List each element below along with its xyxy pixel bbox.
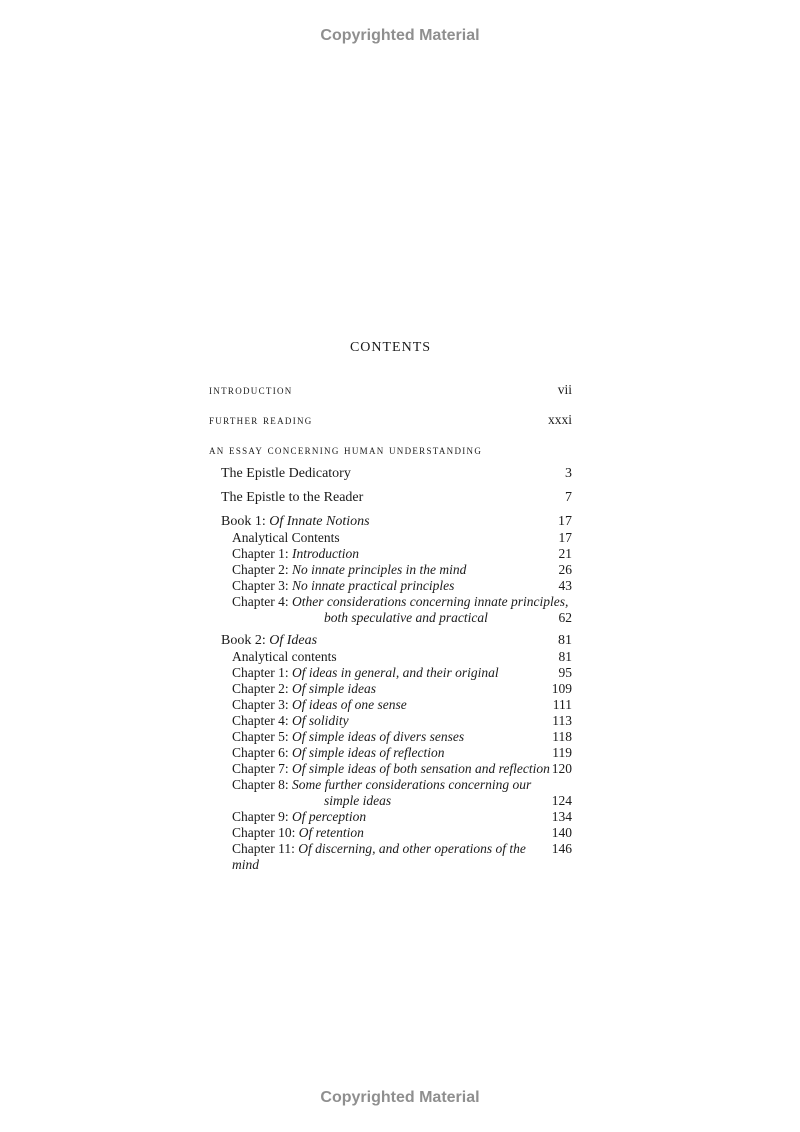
toc-page-number: 111 <box>552 697 572 712</box>
toc-page-number: 7 <box>565 490 572 505</box>
chapter-prefix: Chapter 11: <box>232 841 299 856</box>
toc-entry-chapter <box>209 761 572 777</box>
toc-page-number: 17 <box>558 530 572 545</box>
toc-entry-label <box>232 761 550 777</box>
chapter-prefix: Chapter 9: <box>232 809 292 824</box>
toc-entry-chapter <box>209 825 572 841</box>
toc-entry-chapter <box>209 697 572 713</box>
chapter-prefix: Chapter 2: <box>232 562 292 577</box>
toc-entry-chapter <box>209 681 572 697</box>
toc-page-number: 26 <box>558 562 572 577</box>
chapter-title: Introduction <box>292 546 359 561</box>
chapter-title: Of ideas in general, and their original <box>292 665 499 680</box>
toc-entry-analytical-contents <box>209 649 572 665</box>
toc-entry-label <box>221 633 317 649</box>
toc-page-number: vii <box>557 382 572 397</box>
toc-page-number: 146 <box>551 841 572 856</box>
chapter-title: Of retention <box>298 825 364 840</box>
toc-entry-epistle-dedicatory <box>209 466 572 482</box>
chapter-title: Of simple ideas of divers senses <box>292 729 465 744</box>
toc-entry-label <box>232 681 376 697</box>
toc-entry-label <box>232 578 454 594</box>
toc-page-number: xxxi <box>547 412 572 427</box>
toc-page-number: 17 <box>558 514 572 529</box>
toc-entry-chapter <box>209 546 572 562</box>
toc-entry-chapter <box>209 594 572 610</box>
toc-entry-label: Analytical Contents <box>232 530 340 545</box>
toc-page-number: 120 <box>551 761 572 776</box>
toc-entry-chapter <box>209 713 572 729</box>
toc-entry-label <box>232 546 359 562</box>
toc-page-number: 81 <box>558 649 572 664</box>
page-title: CONTENTS <box>349 340 432 355</box>
toc-page-number: 124 <box>551 793 572 808</box>
toc-entry-label <box>232 777 531 793</box>
chapter-prefix: Chapter 4: <box>232 594 292 609</box>
toc-entry-label <box>232 809 366 825</box>
toc-entry-further-reading <box>209 412 572 428</box>
toc-entry-epistle-reader <box>209 490 572 506</box>
toc-entry-chapter <box>209 729 572 745</box>
chapter-title: Of perception <box>292 809 367 824</box>
toc-entry-label: introduction <box>209 383 293 397</box>
toc-entry-label <box>232 841 552 873</box>
toc-page-number: 140 <box>551 825 572 840</box>
toc-entry-label <box>232 665 499 681</box>
toc-entry-book-1 <box>209 514 572 530</box>
table-of-contents <box>209 340 572 873</box>
essay-heading <box>209 442 572 458</box>
chapter-prefix: Chapter 7: <box>232 761 292 776</box>
chapter-prefix: Chapter 8: <box>232 777 292 792</box>
toc-entry-label <box>232 825 364 841</box>
chapter-title: Of discerning, and other operations of the mind <box>232 841 526 872</box>
book-prefix: Book 1: <box>221 514 270 529</box>
toc-entry-chapter-continuation <box>209 793 572 809</box>
toc-entry-chapter-continuation <box>209 610 572 626</box>
toc-page-number: 113 <box>552 713 572 728</box>
chapter-title: Some further considerations concerning our <box>292 777 532 792</box>
chapter-prefix: Chapter 2: <box>232 681 292 696</box>
toc-entry-label <box>232 610 488 626</box>
chapter-title: both speculative and practical <box>324 610 488 625</box>
toc-entry-chapter <box>209 841 572 873</box>
chapter-title: simple ideas <box>324 793 392 808</box>
toc-entry-introduction <box>209 382 572 398</box>
toc-entry-chapter <box>209 562 572 578</box>
chapter-prefix: Chapter 6: <box>232 745 292 760</box>
toc-entry-label: The Epistle Dedicatory <box>221 466 351 481</box>
book-title: Of Innate Notions <box>269 514 370 529</box>
toc-entry-label <box>232 729 464 745</box>
chapter-title: No innate principles in the mind <box>292 562 467 577</box>
toc-entry-label <box>232 594 568 610</box>
toc-entry-chapter <box>209 777 572 793</box>
toc-page-number: 81 <box>558 633 572 648</box>
toc-page-number: 3 <box>565 466 572 481</box>
watermark-bottom: Copyrighted Material <box>320 1089 480 1106</box>
chapter-title: Other considerations concerning innate principles, <box>292 594 569 609</box>
chapter-title: Of simple ideas of both sensation and reflection <box>292 761 550 776</box>
book-title: Of Ideas <box>269 633 318 648</box>
chapter-title: Of simple ideas <box>292 681 376 696</box>
chapter-prefix: Chapter 3: <box>232 697 292 712</box>
chapter-title: Of ideas of one sense <box>292 697 407 712</box>
chapter-prefix: Chapter 4: <box>232 713 292 728</box>
toc-page-number: 118 <box>552 729 572 744</box>
toc-entry-label: The Epistle to the Reader <box>221 490 364 505</box>
toc-page-number: 134 <box>551 809 572 824</box>
toc-entry-label <box>232 713 349 729</box>
chapter-prefix: Chapter 5: <box>232 729 292 744</box>
toc-entry-label <box>221 514 370 530</box>
chapter-prefix: Chapter 1: <box>232 665 292 680</box>
chapter-prefix: Chapter 3: <box>232 578 292 593</box>
toc-entry-book-2 <box>209 633 572 649</box>
toc-page-number: 109 <box>551 681 572 696</box>
chapter-title: No innate practical principles <box>292 578 455 593</box>
essay-heading-label: an essay concerning human understanding <box>209 443 483 457</box>
chapter-prefix: Chapter 1: <box>232 546 292 561</box>
toc-entry-chapter <box>209 665 572 681</box>
toc-entry-chapter <box>209 809 572 825</box>
chapter-title: Of simple ideas of reflection <box>292 745 445 760</box>
toc-entry-label: further reading <box>209 413 313 427</box>
toc-page-number: 119 <box>552 745 572 760</box>
toc-entry-chapter <box>209 578 572 594</box>
toc-entry-label <box>232 562 466 578</box>
toc-entry-label <box>232 793 391 809</box>
toc-entry-analytical-contents <box>209 530 572 546</box>
toc-entry-label <box>232 697 407 713</box>
toc-page-number: 21 <box>558 546 572 561</box>
toc-entry-label <box>232 745 444 761</box>
toc-entry-label: Analytical contents <box>232 649 337 664</box>
watermark-top: Copyrighted Material <box>320 27 480 44</box>
toc-page-number: 95 <box>558 665 572 680</box>
chapter-title: Of solidity <box>292 713 349 728</box>
toc-page-number: 62 <box>558 610 572 625</box>
toc-page-number: 43 <box>558 578 572 593</box>
toc-entry-chapter <box>209 745 572 761</box>
book-prefix: Book 2: <box>221 633 270 648</box>
chapter-prefix: Chapter 10: <box>232 825 299 840</box>
